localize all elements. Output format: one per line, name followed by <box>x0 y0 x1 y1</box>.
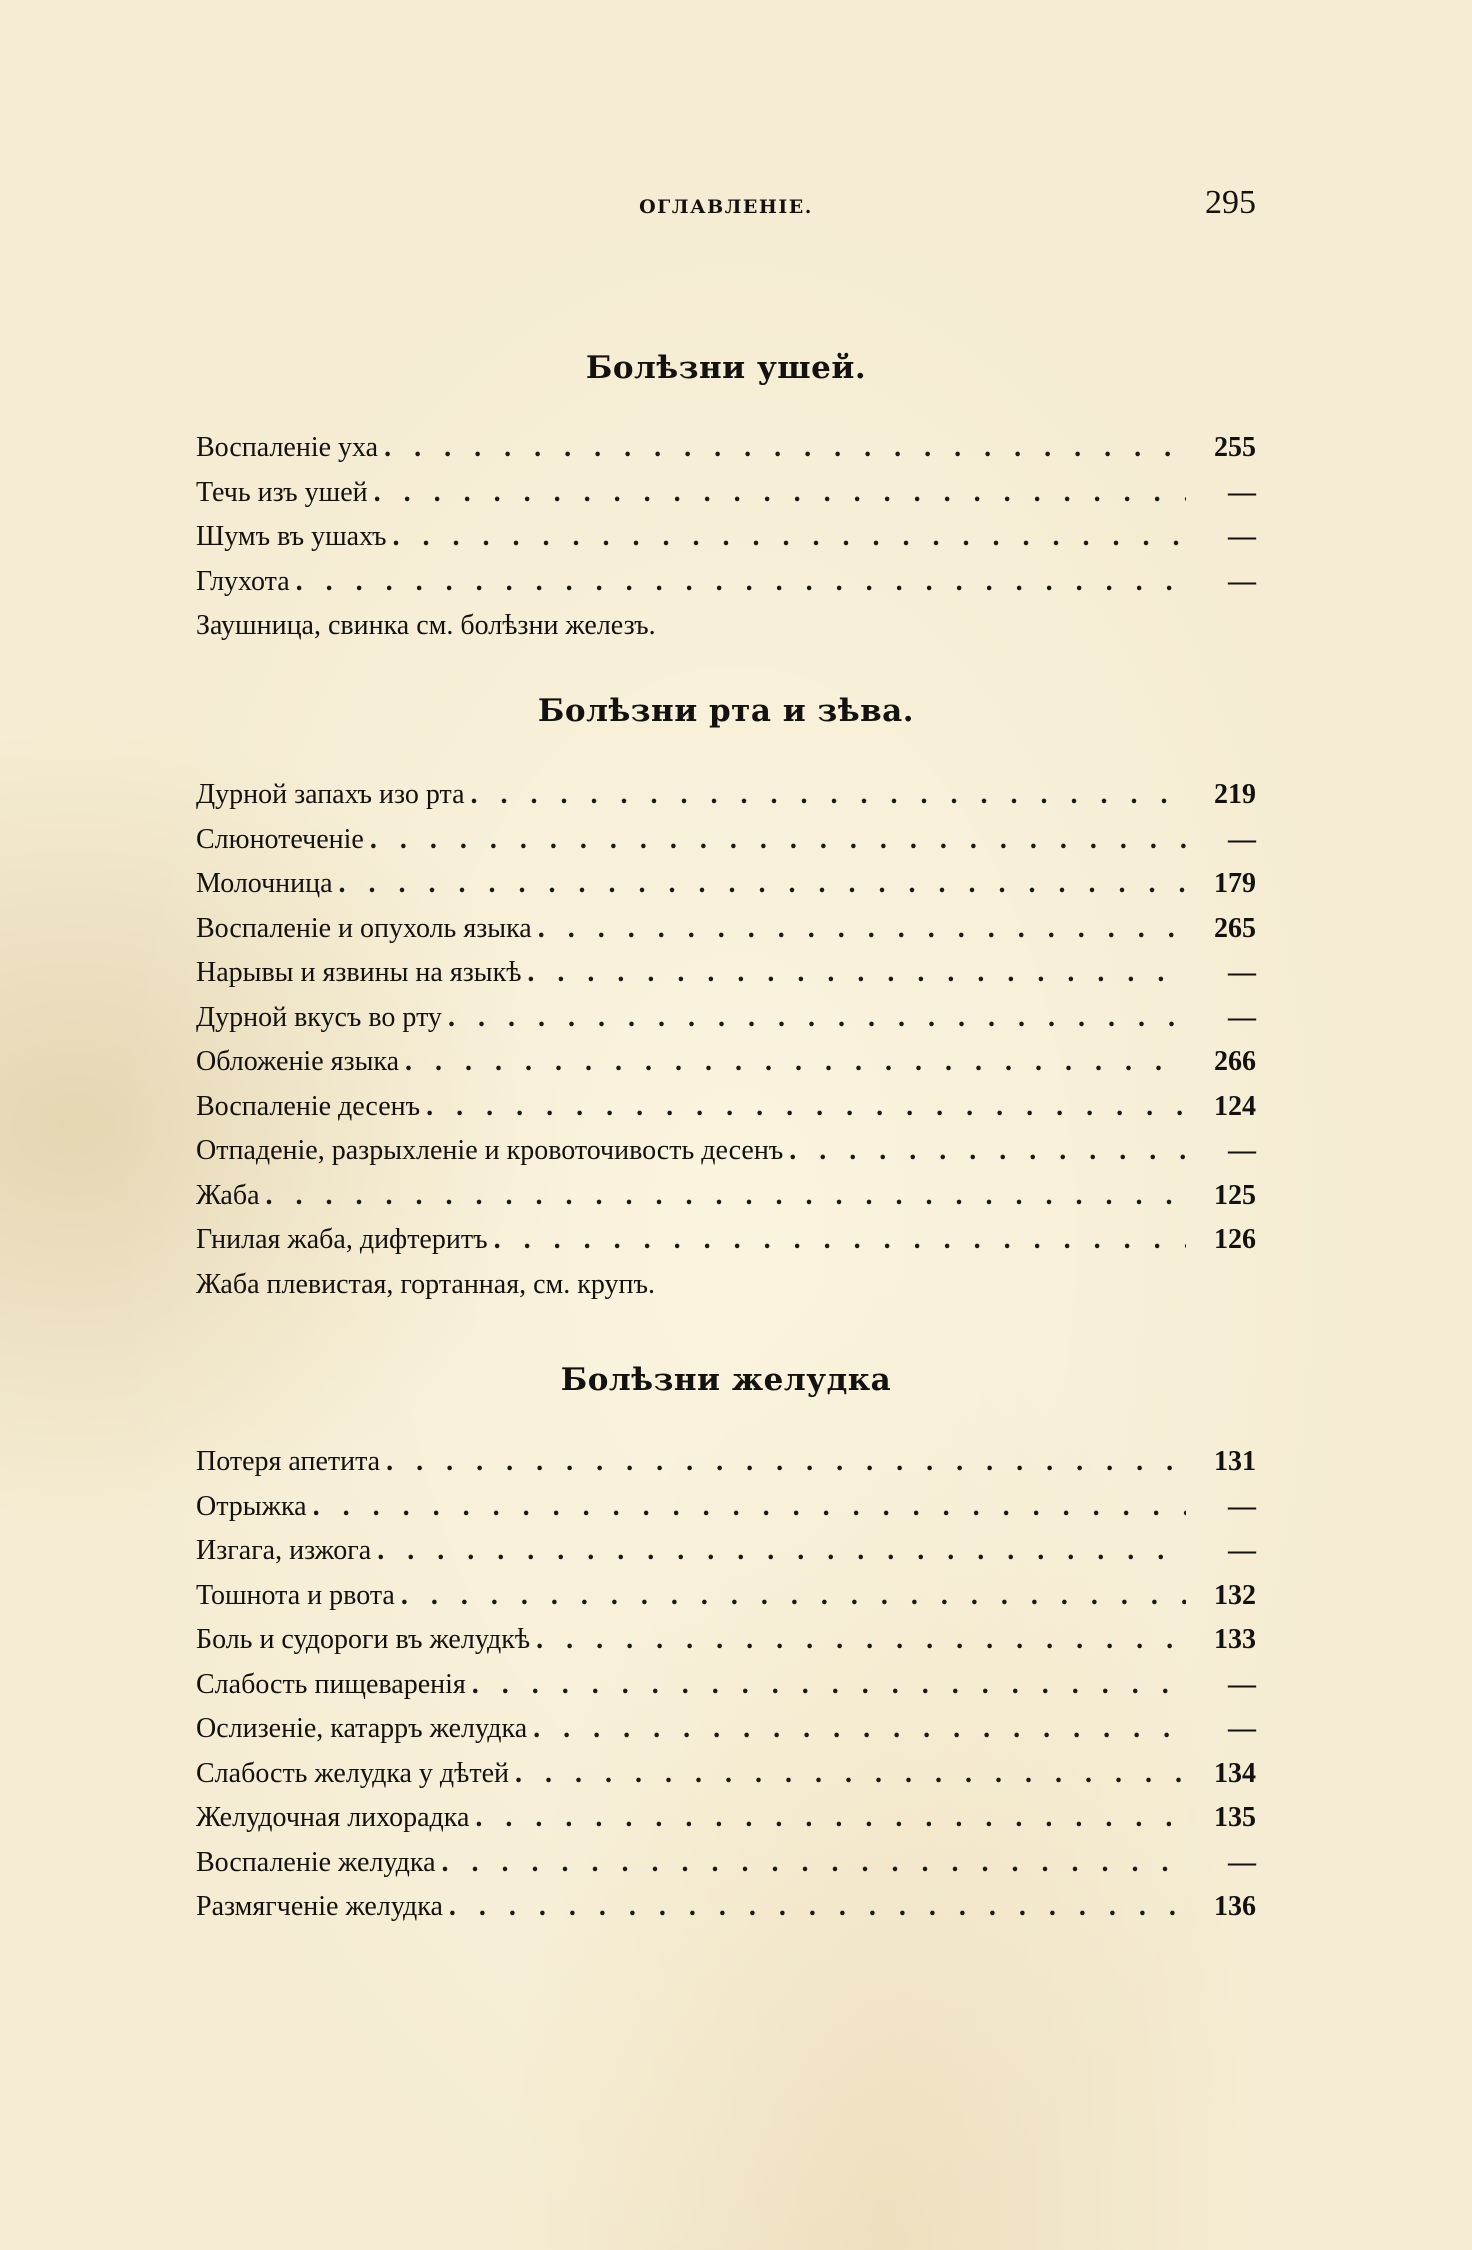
entry-title: Жаба плевистая, гортанная, см. крупъ. <box>196 1268 655 1300</box>
dot-leader <box>527 951 1186 996</box>
dot-leader <box>296 560 1186 605</box>
entry-title: Воспаленіе желудка <box>196 1846 436 1878</box>
toc-entry <box>196 1129 1256 1174</box>
toc-entry <box>196 1174 1256 1219</box>
dot-leader <box>471 773 1186 818</box>
dot-leader <box>442 1841 1186 1886</box>
entries-stomach <box>196 1440 1256 1930</box>
entry-page: — <box>1228 1713 1256 1744</box>
toc-entry <box>196 1663 1256 1708</box>
section-heading-ears: Болѣзни ушей. <box>585 350 867 386</box>
dot-leader <box>536 1618 1186 1663</box>
toc-entry <box>196 862 1256 907</box>
entry-title: Отрыжка <box>196 1490 307 1522</box>
toc-entry <box>196 1040 1256 1085</box>
entry-page: 124 <box>1214 1090 1256 1122</box>
entry-title: Обложеніе языка <box>196 1046 399 1077</box>
dot-leader <box>384 426 1186 471</box>
dot-leader <box>533 1707 1186 1752</box>
entry-title: Слабость пищеваренія <box>196 1668 466 1700</box>
running-title: ОГЛАВЛЕНІЕ. <box>639 196 813 218</box>
entries-mouth <box>196 773 1256 1307</box>
entry-page: 255 <box>1214 432 1256 463</box>
entry-page: 179 <box>1214 868 1256 899</box>
entry-page: — <box>1228 1490 1256 1522</box>
entry-title: Воспаленіе уха <box>196 432 379 463</box>
entry-title: Шумъ въ ушахъ <box>196 521 387 552</box>
toc-entry <box>196 1485 1256 1530</box>
running-head <box>196 184 1256 228</box>
entry-page: 132 <box>1214 1579 1256 1611</box>
dot-leader <box>374 471 1186 516</box>
toc-entry <box>196 471 1256 516</box>
dot-leader <box>538 907 1186 952</box>
entry-title: Воспаленіе и опухоль языка <box>196 912 532 944</box>
section-heading-mouth: Болѣзни рта и зѣва. <box>537 693 915 729</box>
entry-title: Воспаленіе десенъ <box>196 1090 421 1122</box>
entry-title: Гнилая жаба, дифтеритъ <box>196 1224 488 1255</box>
toc-cross-reference <box>196 604 1256 649</box>
entry-page: 134 <box>1214 1757 1256 1789</box>
entry-page: — <box>1228 565 1256 597</box>
entry-page: 125 <box>1214 1179 1256 1211</box>
entry-title: Течь изъ ушей <box>196 476 368 508</box>
entry-page: 126 <box>1214 1224 1256 1255</box>
entry-title: Заушница, свинка см. болѣзни железъ. <box>196 610 656 641</box>
dot-leader <box>370 818 1186 863</box>
entry-page: — <box>1228 476 1256 508</box>
entry-title: Дурной запахъ изо рта <box>196 779 465 810</box>
entry-page: 135 <box>1214 1802 1256 1833</box>
entry-title: Отпаденіе, разрыхленіе и кровоточивость десенъ <box>196 1135 784 1166</box>
entry-title: Молочница <box>196 868 333 899</box>
toc-entry <box>196 818 1256 863</box>
dot-leader <box>515 1752 1186 1797</box>
entry-title: Глухота <box>196 565 290 597</box>
dot-leader <box>392 515 1186 560</box>
dot-leader <box>494 1218 1186 1263</box>
entry-title: Жаба <box>196 1179 260 1211</box>
entry-page: — <box>1228 957 1256 988</box>
entry-title: Слабость желудка у дѣтей <box>196 1757 510 1789</box>
toc-entry <box>196 773 1256 818</box>
entries-ears <box>196 426 1256 649</box>
entry-page: — <box>1228 1535 1256 1566</box>
entry-page: — <box>1228 1001 1256 1033</box>
entry-title: Слюнотеченіе <box>196 823 364 855</box>
dot-leader <box>448 996 1186 1041</box>
dot-leader <box>386 1440 1186 1485</box>
entry-title: Дурной вкусъ во рту <box>196 1001 442 1033</box>
dot-leader <box>377 1529 1186 1574</box>
dot-leader <box>313 1485 1186 1530</box>
entry-page: — <box>1228 823 1256 855</box>
toc-entry <box>196 1440 1256 1485</box>
entry-page: 136 <box>1214 1891 1256 1922</box>
entry-title: Размягченіе желудка <box>196 1891 443 1922</box>
dot-leader <box>405 1040 1186 1085</box>
toc-entry <box>196 1218 1256 1263</box>
entry-title: Тошнота и рвота <box>196 1579 395 1611</box>
entry-page: 265 <box>1214 912 1256 944</box>
entry-title: Нарывы и язвины на языкѣ <box>196 957 522 988</box>
toc-entry <box>196 560 1256 605</box>
toc-entry <box>196 1085 1256 1130</box>
dot-leader <box>475 1796 1186 1841</box>
section-heading-stomach: Болѣзни желудка <box>560 1362 892 1398</box>
toc-entry <box>196 1529 1256 1574</box>
toc-entry <box>196 1796 1256 1841</box>
dot-leader <box>789 1129 1186 1174</box>
dot-leader <box>426 1085 1186 1130</box>
dot-leader <box>266 1174 1187 1219</box>
dot-leader <box>339 862 1186 907</box>
entry-page: 133 <box>1214 1624 1256 1655</box>
page-number: 295 <box>1205 184 1256 221</box>
toc-entry <box>196 1618 1256 1663</box>
entry-title: Ослизеніе, катарръ желудка <box>196 1713 528 1744</box>
entry-title: Потеря апетита <box>196 1446 381 1477</box>
entry-page: 266 <box>1214 1046 1256 1077</box>
entry-page: — <box>1228 1846 1256 1878</box>
dot-leader <box>472 1663 1186 1708</box>
toc-entry <box>196 1885 1256 1930</box>
toc-cross-reference <box>196 1263 1256 1308</box>
toc-entry <box>196 1707 1256 1752</box>
entry-title: Желудочная лихорадка <box>196 1802 470 1833</box>
entry-page: — <box>1228 521 1256 552</box>
toc-entry <box>196 426 1256 471</box>
toc-entry <box>196 1574 1256 1619</box>
toc-entry <box>196 996 1256 1041</box>
toc-entry <box>196 1841 1256 1886</box>
entry-title: Изгага, изжога <box>196 1535 372 1566</box>
entry-page: 219 <box>1214 779 1256 810</box>
toc-entry <box>196 1752 1256 1797</box>
toc-entry <box>196 515 1256 560</box>
entry-page: — <box>1228 1668 1256 1700</box>
entry-page: 131 <box>1214 1446 1256 1477</box>
entry-page: — <box>1228 1135 1256 1166</box>
dot-leader <box>401 1574 1186 1619</box>
toc-entry <box>196 951 1256 996</box>
dot-leader <box>449 1885 1186 1930</box>
toc-entry <box>196 907 1256 952</box>
entry-title: Боль и судороги въ желудкѣ <box>196 1624 531 1655</box>
